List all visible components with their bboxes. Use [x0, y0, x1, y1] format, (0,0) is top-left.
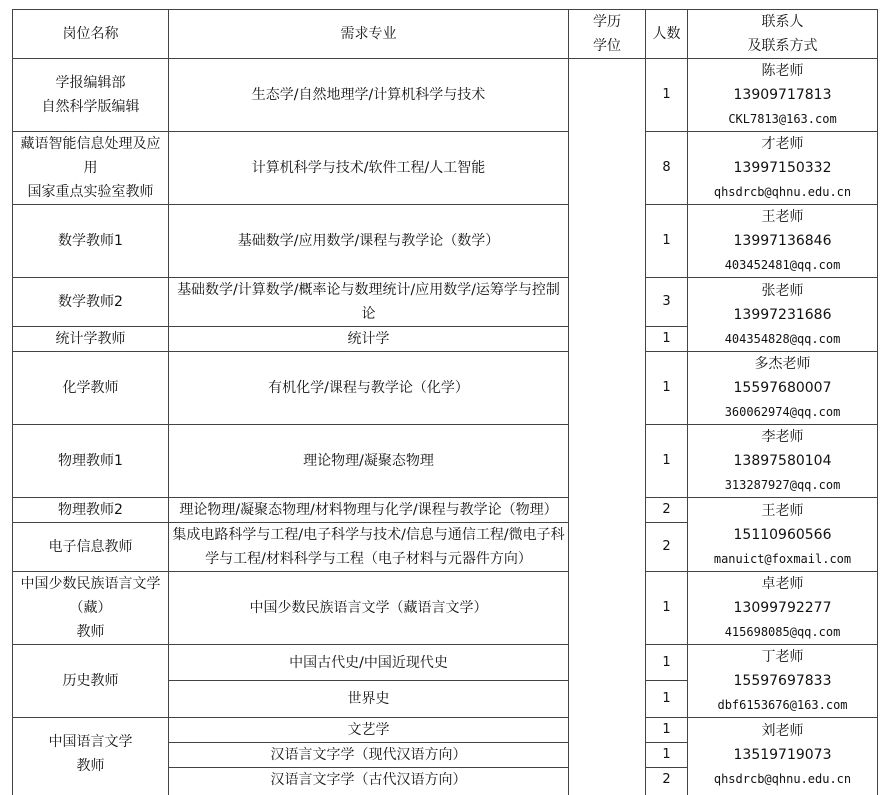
position-cell: 中国少数民族语言文学 （藏） 教师 — [20, 576, 161, 640]
header-contact: 联系人 及联系方式 — [747, 14, 818, 54]
contact-cell: 王老师 13997136846 403452481@qq.com — [724, 209, 841, 272]
contact-cell: 陈老师 13909717813 CKL7813@163.com — [728, 63, 837, 126]
count-cell: 1 — [662, 233, 671, 248]
major-cell: 理论物理/凝聚态物理 — [303, 453, 434, 469]
contact-cell: 多杰老师 15597680007 360062974@qq.com — [724, 356, 841, 419]
major-cell: 生态学/自然地理学/计算机科学与技术 — [251, 87, 486, 103]
count-cell: 8 — [662, 160, 671, 175]
major-cell: 文艺学 — [347, 722, 390, 738]
count-cell: 1 — [662, 722, 671, 737]
position-cell: 学报编辑部 自然科学版编辑 — [41, 75, 140, 115]
position-cell: 统计学教师 — [55, 331, 126, 347]
position-cell: 历史教师 — [62, 673, 119, 689]
header-count: 人数 — [652, 26, 681, 42]
position-cell: 数学教师1 — [58, 233, 123, 249]
major-cell: 有机化学/课程与教学论（化学） — [268, 380, 469, 396]
major-cell: 基础数学/应用数学/课程与教学论（数学） — [237, 233, 500, 249]
count-cell: 1 — [662, 380, 671, 395]
count-cell: 2 — [662, 502, 671, 517]
contact-cell: 刘老师 13519719073 qhsdrcb@qhnu.edu.cn — [713, 723, 852, 786]
position-cell: 化学教师 — [62, 380, 119, 396]
position-cell: 数学教师2 — [58, 294, 123, 310]
count-cell: 1 — [662, 691, 671, 706]
contact-cell: 卓老师 13099792277 415698085@qq.com — [724, 576, 841, 639]
major-cell: 世界史 — [347, 691, 390, 707]
major-cell: 汉语言文字学（现代汉语方向） — [270, 747, 467, 763]
position-cell: 电子信息教师 — [48, 539, 133, 555]
count-cell: 2 — [662, 539, 671, 554]
major-cell: 基础数学/计算数学/概率论与数理统计/应用数学/运筹学与控制论 — [177, 282, 560, 322]
position-cell: 中国语言文学 教师 — [48, 734, 133, 774]
count-cell: 2 — [662, 772, 671, 787]
major-cell: 中国少数民族语言文学（藏语言文学） — [249, 600, 488, 616]
count-cell: 1 — [662, 600, 671, 615]
count-cell: 1 — [662, 453, 671, 468]
position-cell: 物理教师2 — [58, 502, 123, 518]
count-cell: 1 — [662, 331, 671, 346]
contact-cell: 张老师 13997231686 404354828@qq.com — [724, 282, 841, 346]
contact-cell: 王老师 15110960566 manuict@foxmail.com — [713, 502, 852, 566]
major-cell: 理论物理/凝聚态物理/材料物理与化学/课程与教学论（物理） — [179, 502, 558, 518]
position-cell: 物理教师1 — [58, 453, 123, 469]
position-cell: 藏语智能信息处理及应用 国家重点实验室教师 — [20, 136, 161, 200]
count-cell: 1 — [662, 654, 671, 670]
contact-cell: 才老师 13997150332 qhsdrcb@qhnu.edu.cn — [713, 136, 852, 199]
contact-cell: 丁老师 15597697833 dbf6153676@163.com — [717, 649, 848, 712]
major-cell: 统计学 — [347, 331, 390, 347]
count-cell: 1 — [662, 87, 671, 102]
header-major: 需求专业 — [340, 26, 397, 42]
major-cell: 集成电路科学与工程/电子科学与技术/信息与通信工程/微电子科学与工程/材料科学与工程（电子材料与元器件方向） — [172, 527, 565, 567]
count-cell: 3 — [662, 294, 671, 309]
major-cell: 计算机科学与技术/软件工程/人工智能 — [251, 160, 486, 176]
contact-cell: 李老师 13897580104 313287927@qq.com — [724, 429, 841, 492]
header-degree: 学历 学位 — [593, 14, 621, 54]
major-cell: 汉语言文字学（古代汉语方向） — [270, 772, 467, 788]
major-cell: 中国古代史/中国近现代史 — [289, 654, 448, 671]
header-position: 岗位名称 — [62, 26, 119, 42]
count-cell: 1 — [662, 747, 671, 762]
